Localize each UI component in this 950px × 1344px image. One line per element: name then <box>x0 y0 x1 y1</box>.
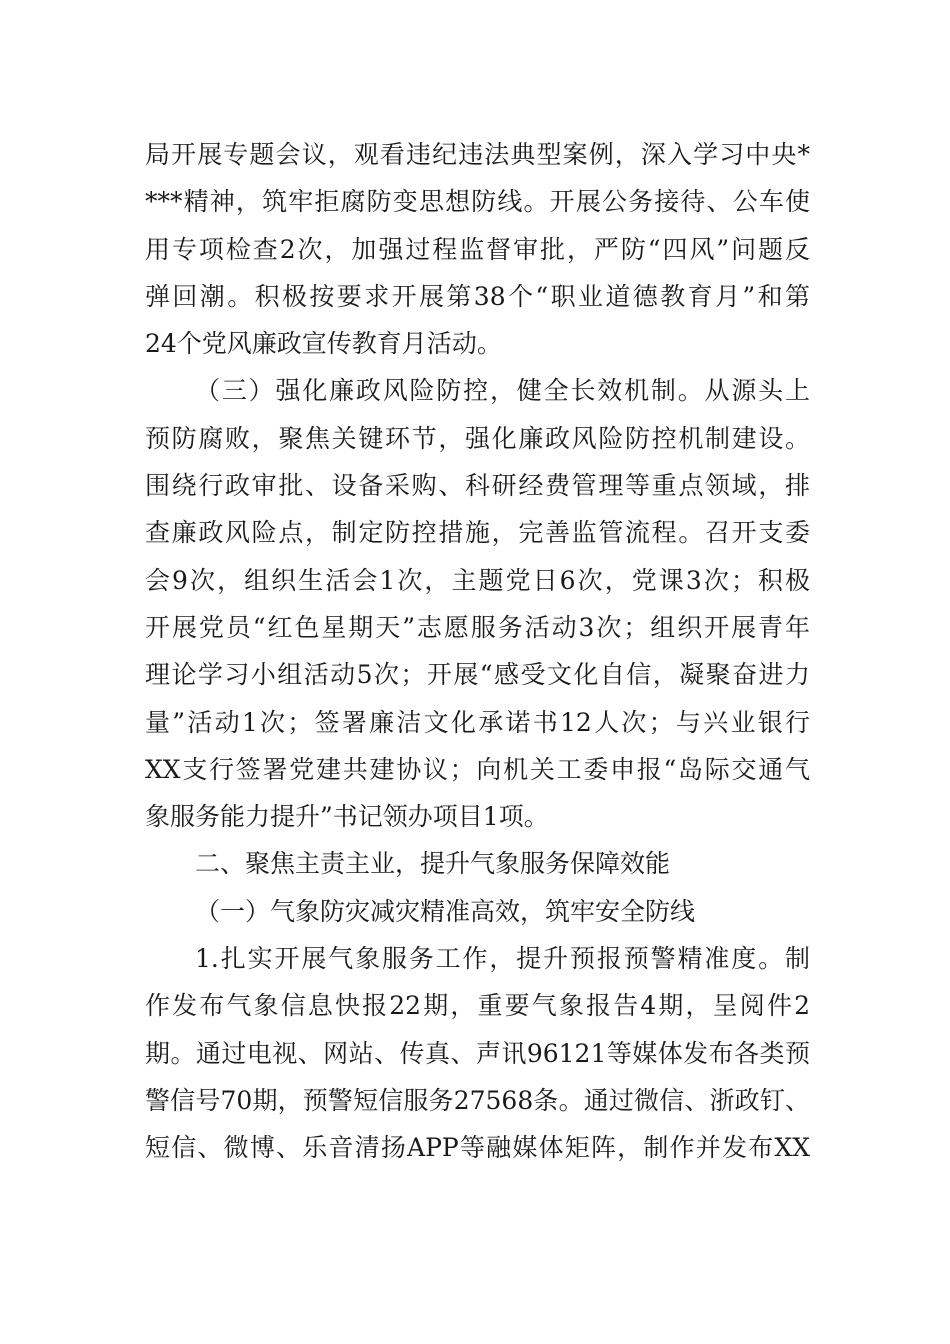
text-line: 理论学习小组活动5次；开展“感受文化自信，凝聚奋进力 <box>145 660 810 690</box>
text-line: 局开展专题会议，观看违纪违法典型案例，深入学习中央* <box>145 140 810 169</box>
text-line: 围绕行政审批、设备采购、科研经费管理等重点领域，排 <box>145 471 810 501</box>
text-line: 1.扎实开展气象服务工作，提升预报预警精准度。制 <box>195 944 810 974</box>
text-line: 弹回潮。积极按要求开展第38个“职业道德教育月”和第 <box>145 281 810 311</box>
text-line: 二、聚焦主责主业，提升气象服务保障效能 <box>195 849 671 879</box>
text-line: （一）气象防灾减灾精准高效，筑牢安全防线 <box>195 896 696 926</box>
text-line: XX支行签署党建共建协议；向机关工委申报“岛际交通气 <box>145 754 810 784</box>
text-line: 期。通过电视、网站、传真、声讯96121等媒体发布各类预 <box>145 1038 810 1068</box>
text-line: 作发布气象信息快报22期，重要气象报告4期，呈阅件2 <box>145 991 810 1021</box>
text-line: 象服务能力提升”书记领办项目1项。 <box>145 802 549 832</box>
text-line: 量”活动1次；签署廉洁文化承诺书12人次；与兴业银行 <box>145 707 810 737</box>
text-line: （三）强化廉政风险防控，健全长效机制。从源头上 <box>195 376 810 406</box>
body-text <box>145 131 810 1172</box>
text-line: 用专项检查2次，加强过程监督审批，严防“四风”问题反 <box>145 234 810 264</box>
text-line: 短信、微博、乐音清扬APP等融媒体矩阵，制作并发布XX <box>145 1133 810 1163</box>
text-line: 开展党员“红色星期天”志愿服务活动3次；组织开展青年 <box>145 612 810 642</box>
text-line: 警信号70期，预警短信服务27568条。通过微信、浙政钉、 <box>145 1085 810 1115</box>
text-line: 会9次，组织生活会1次，主题党日6次，党课3次；积极 <box>145 565 810 595</box>
text-line: 预防腐败，聚焦关键环节，强化廉政风险防控机制建设。 <box>145 423 810 453</box>
text-line: 24个党风廉政宣传教育月活动。 <box>145 329 502 359</box>
text-line: ***精神，筑牢拒腐防变思想防线。开展公务接待、公车使 <box>145 187 810 217</box>
text-line: 查廉政风险点，制定防控措施，完善监管流程。召开支委 <box>145 518 810 548</box>
